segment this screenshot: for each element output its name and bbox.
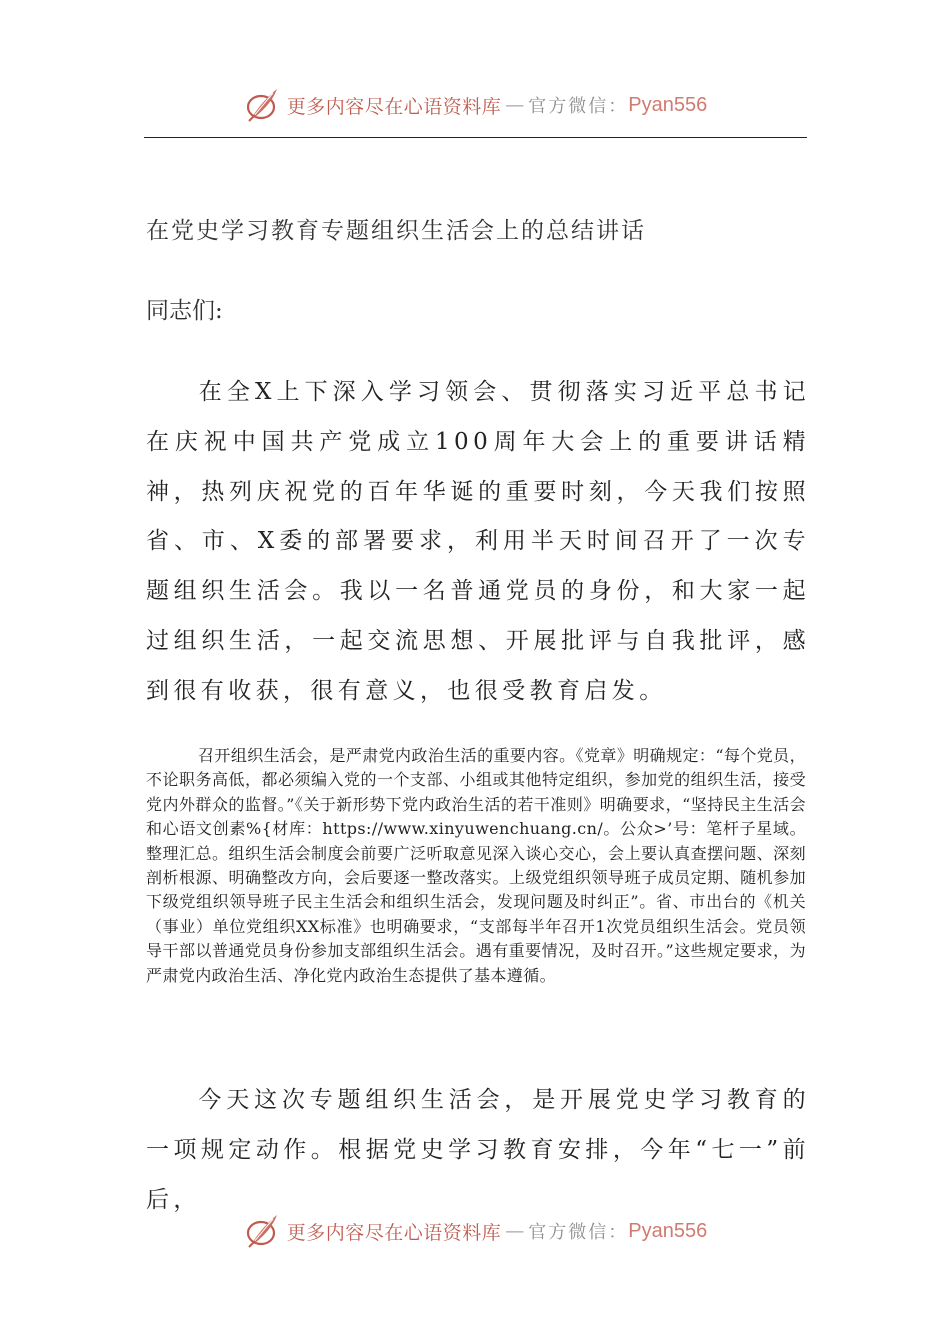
brand-wechat-id: Pyan556	[628, 93, 708, 116]
paragraph-3	[146, 1076, 810, 1225]
document-title: 在党史学习教育专题组织生活会上的总结讲话	[146, 218, 646, 244]
paragraph-1	[146, 368, 810, 717]
paragraph-2	[146, 744, 806, 988]
brand-wechat-id: Pyan556	[628, 1219, 708, 1242]
brand-site-name: 更多内容尽在心语资料库	[286, 95, 502, 118]
paragraph-2-text: 召开组织生活会，是严肃党内政治生活的重要内容。《党章》明确规定：“每个党员，不论职务高低，都必须编入党的一个支部、小组或其他特定组织，参加党的组织生活，接受党内外群众的监督。”《关于新形势下党内政治生活的若干准则》明确要求，“坚持民主生活会和心语文创素%{材库：https://www.xinyuwenchuang.cn/。公众>’号：笔杆子星域。整理汇总。组织生活会制度会前要广泛听取意见深入谈心交心，会上要认真查摆问题、深刻剖析根源、明确整改方向，会后要逐一整改落实。上级党组织领导班子成员定期、随机参加下级党组织领导班子民主生活会和组织生活会，发现问题及时纠正”。省、市出台的《机关（事业）单位党组织XX标准》也明确要求，“支部每半年召开1次党员组织生活会。党员领导干部以普通党员身份参加支部组织生活会。遇有重要情况，及时召开。”这些规定要求，为严肃党内政治生活、净化党内政治生态提供了基本遵循。	[146, 746, 806, 985]
header-divider	[144, 137, 807, 138]
footer-watermark	[0, 1208, 950, 1254]
paragraph-1-text: 在全X上下深入学习领会、贯彻落实习近平总书记在庆祝中国共产党成立100周年大会上的重要讲话精神，热列庆祝党的百年华诞的重要时刻，今天我们按照省、市、X委的部署要求，利用半天时间召开了一次专题组织生活会。我以一名普通党员的身份，和大家一起过组织生活，一起交流思想、开展批评与自我批评，感到很有收获，很有意义，也很受教育启发。	[146, 379, 810, 704]
header-watermark	[0, 82, 950, 128]
brand-wechat-label: 官方微信：	[528, 96, 629, 117]
brand	[243, 85, 707, 125]
quill-pen-logo-icon	[243, 1211, 283, 1251]
brand-site-name: 更多内容尽在心语资料库	[286, 1221, 502, 1244]
brand-dash: —	[505, 94, 525, 116]
quill-pen-logo-icon	[243, 85, 283, 125]
brand-footer	[243, 1211, 707, 1251]
brand-dash: —	[505, 1220, 525, 1242]
paragraph-3-text: 今天这次专题组织生活会，是开展党史学习教育的一项规定动作。根据党史学习教育安排，今年“七一”前后，	[146, 1087, 810, 1213]
brand-wechat-label: 官方微信：	[528, 1222, 629, 1243]
greeting: 同志们:	[146, 298, 223, 324]
